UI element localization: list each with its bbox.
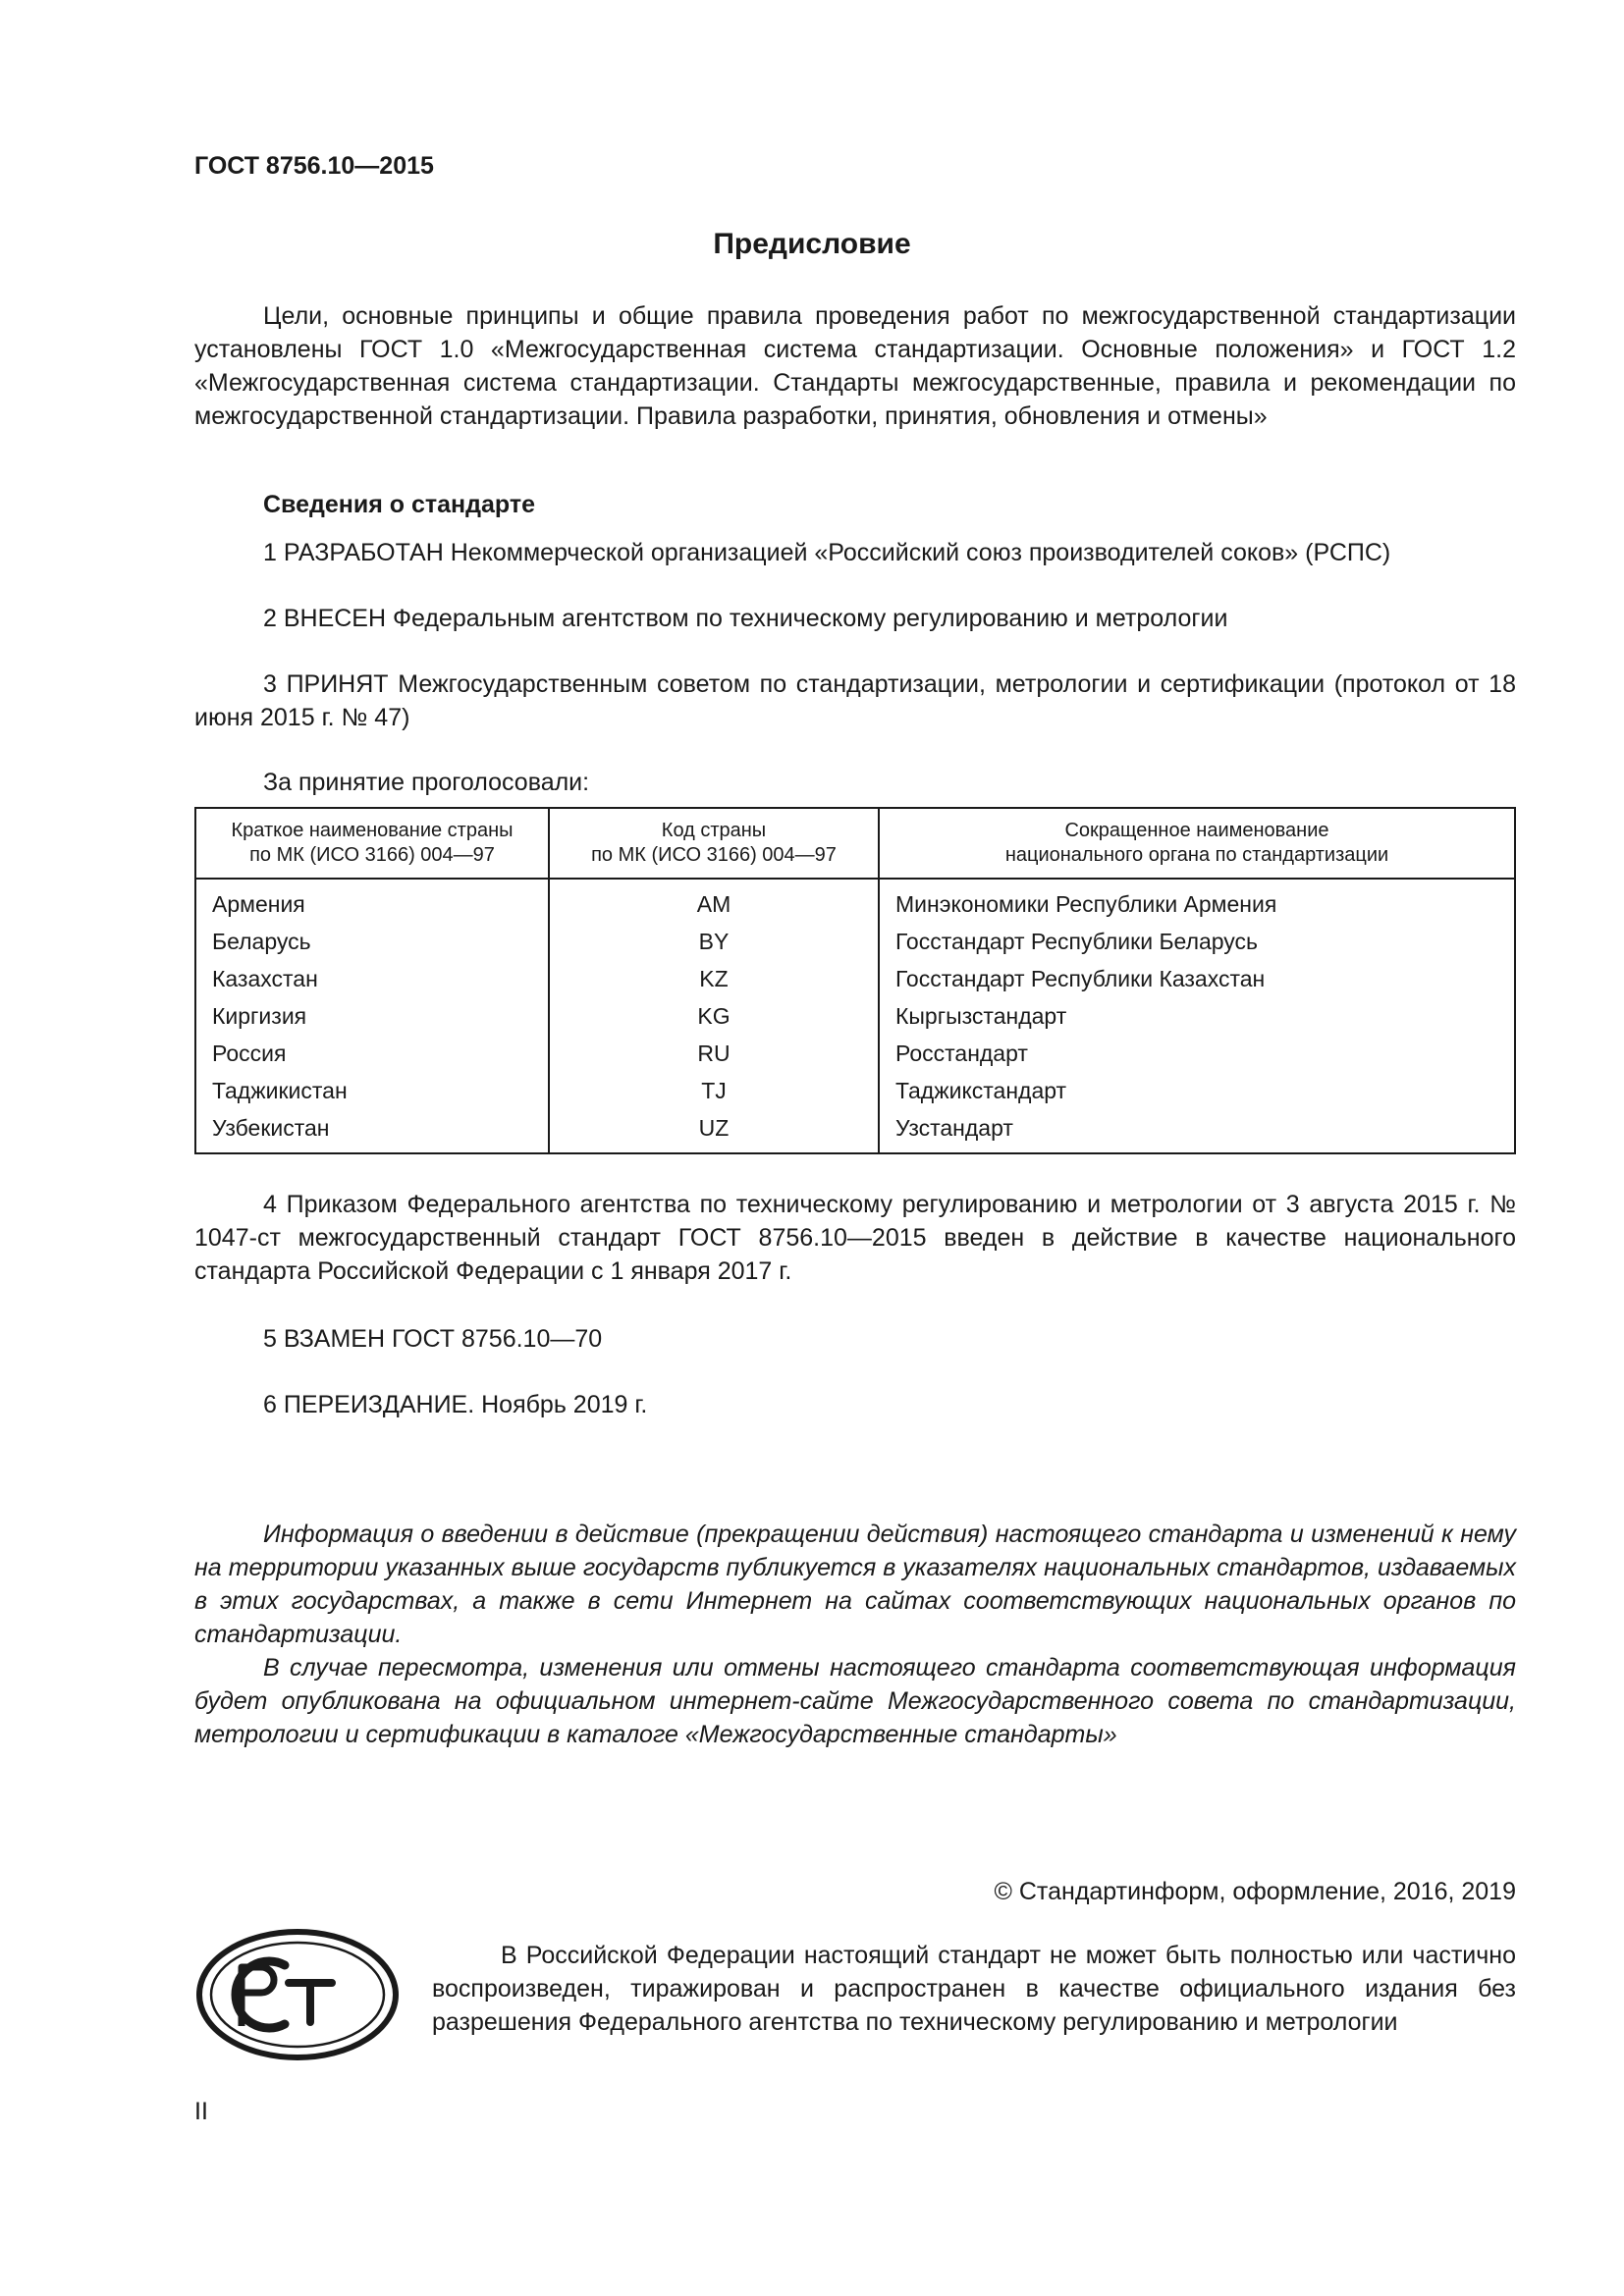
table-row [195, 923, 1515, 960]
item-6-reissue: 6 ПЕРЕИЗДАНИЕ. Ноябрь 2019 г. [263, 1391, 648, 1418]
code-cell: RU [549, 1035, 879, 1072]
country-cell: Армения [195, 879, 549, 923]
country-cell: Узбекистан [195, 1109, 549, 1153]
notice-paragraph-1: Информация о введении в действие (прекращении действия) настоящего стандарта и изменений к нему на территории указанных выше государств публикуется в указателях национальных стандартов, издаваемых в этих государствах, а также в сети Интернет на сайтах соответствующих национальных органов по стандартизации. [194, 1521, 1516, 1648]
header-country-code: Код страны по МК (ИСО 3166) 004—97 [549, 808, 879, 879]
table-row [195, 879, 1515, 923]
code-cell: KZ [549, 960, 879, 997]
table-row [195, 1109, 1515, 1153]
country-cell: Беларусь [195, 923, 549, 960]
body-cell: Кыргызстандарт [895, 1003, 1067, 1029]
page-number: II [194, 2098, 208, 2125]
header-national-body: Сокращенное наименование национального органа по стандартизации [879, 808, 1515, 879]
country-cell: Киргизия [195, 997, 549, 1035]
code-cell: UZ [549, 1109, 879, 1153]
item-4-order: 4 Приказом Федерального агентства по техническому регулированию и метрологии от 3 августа 2015 г. № 1047-ст межгосударственный стандарт ГОСТ 8756.10—2015 введен в действие в качестве национального стандарта Российской Федерации с 1 января 2017 г. [194, 1191, 1516, 1285]
country-cell: Казахстан [195, 960, 549, 997]
notice-paragraph-2: В случае пересмотра, изменения или отмены настоящего стандарта соответствующая информация будет опубликована на официальном интернет-сайте Межгосударственного совета по стандартизации, метрологии и сертификации в каталоге «Межгосударственные стандарты» [194, 1654, 1516, 1748]
page-title: Предисловие [713, 228, 911, 260]
reprint-restriction-notice: В Российской Федерации настоящий стандарт не может быть полностью или частично воспроизведен, тиражирован и распространен в качестве официального издания без разрешения Федерального агентства по техническому регулированию и метрологии [432, 1942, 1516, 2036]
rst-certification-mark-icon [194, 1926, 401, 2063]
table-header-row [195, 808, 1515, 879]
table-row [195, 1072, 1515, 1109]
body-cell: Росстандарт [895, 1041, 1028, 1066]
body-cell: Минэкономики Республики Армения [895, 891, 1277, 917]
item-3-adopted: 3 ПРИНЯТ Межгосударственным советом по стандартизации, метрологии и сертификации (протокол от 18 июня 2015 г. № 47) [194, 670, 1516, 731]
code-cell: TJ [549, 1072, 879, 1109]
code-cell: BY [549, 923, 879, 960]
intro-paragraph: Цели, основные принципы и общие правила проведения работ по межгосударственной стандартизации установлены ГОСТ 1.0 «Межгосударственная система стандартизации. Основные положения» и ГОСТ 1.2 «Межгосударственная система стандартизации. Стандарты межгосударственные, правила и рекомендации по межгосударственной стандартизации. Правила разработки, принятия, обновления и отмены» [194, 302, 1516, 430]
table-row [195, 960, 1515, 997]
header-country-name: Краткое наименование страны по МК (ИСО 3166) 004—97 [195, 808, 549, 879]
item-2-introduced: 2 ВНЕСЕН Федеральным агентством по техническому регулированию и метрологии [263, 605, 1228, 632]
country-cell: Таджикистан [195, 1072, 549, 1109]
copyright-line: © Стандартинформ, оформление, 2016, 2019 [994, 1878, 1516, 1905]
info-heading: Сведения о стандарте [263, 491, 536, 518]
item-5-replaces: 5 ВЗАМЕН ГОСТ 8756.10—70 [263, 1325, 603, 1353]
body-cell: Госстандарт Республики Казахстан [895, 966, 1266, 991]
item-1-developed: 1 РАЗРАБОТАН Некоммерческой организацией «Российский союз производителей соков» (РСПС) [263, 539, 1391, 566]
table-row [195, 1035, 1515, 1072]
voted-label: За принятие проголосовали: [263, 769, 590, 796]
code-cell: AM [549, 879, 879, 923]
document-code: ГОСТ 8756.10—2015 [194, 152, 434, 180]
code-cell: KG [549, 997, 879, 1035]
body-cell: Узстандарт [895, 1115, 1013, 1141]
body-cell: Госстандарт Республики Беларусь [895, 929, 1259, 954]
member-states-table [194, 807, 1516, 1154]
country-cell: Россия [195, 1035, 549, 1072]
body-cell: Таджикстандарт [895, 1078, 1067, 1103]
table-row [195, 997, 1515, 1035]
